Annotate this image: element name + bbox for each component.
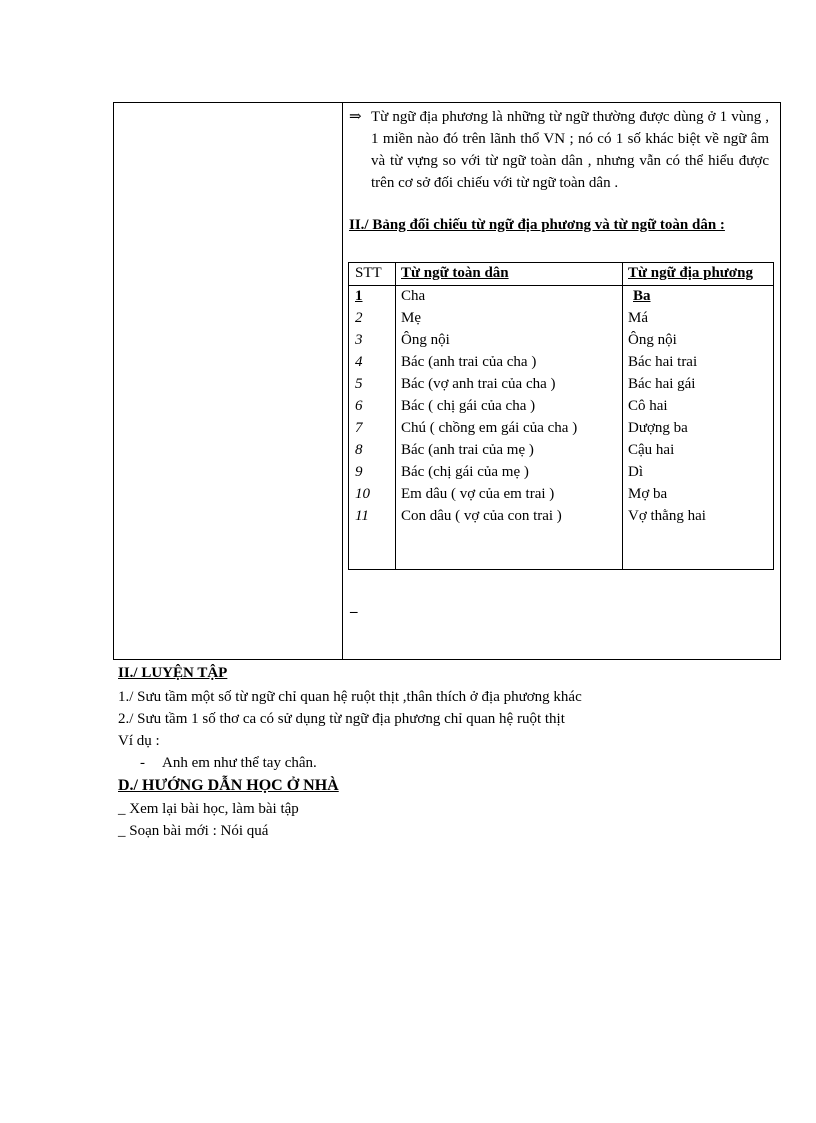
practice-item-1: 1./ Sưu tầm một số từ ngữ chỉ quan hệ ruột thịt ,thân thích ở địa phương khác (118, 689, 582, 705)
homework-item-1: _ Xem lại bài học, làm bài tập (118, 801, 299, 817)
table-row (349, 310, 773, 332)
example-text: Anh em như thể tay chân. (162, 755, 317, 771)
row-number: 2 (355, 310, 363, 326)
row-number: 7 (355, 420, 363, 436)
standard-word: Em dâu ( vợ của em trai ) (401, 486, 555, 502)
standard-word: Mẹ (401, 310, 421, 326)
dash-mark: – (350, 604, 358, 620)
local-word: Bác hai gái (628, 376, 696, 392)
section-2-title: II./ Bảng đối chiếu từ ngữ địa phương và từ ngữ toàn dân : (349, 217, 725, 233)
table-row (349, 464, 773, 486)
local-word: Bác hai trai (628, 354, 698, 370)
local-word: Mợ ba (628, 486, 668, 502)
implies-arrow-icon: ⇒ (349, 109, 362, 125)
local-word: Ông nội (628, 332, 677, 348)
table-row (349, 354, 773, 376)
table-row (349, 376, 773, 398)
example-label: Ví dụ : (118, 733, 160, 749)
column-divider (342, 102, 343, 660)
row-number: 11 (355, 508, 369, 524)
standard-word: Bác (chị gái của mẹ ) (401, 464, 529, 480)
row-number: 4 (355, 354, 363, 370)
definition-block (349, 106, 769, 194)
local-word: Ba (633, 288, 651, 304)
standard-word: Con dâu ( vợ của con trai ) (401, 508, 562, 524)
table-row (349, 486, 773, 508)
row-number: 3 (355, 332, 363, 348)
local-word: Cậu hai (628, 442, 675, 458)
table-row (349, 288, 773, 310)
local-word: Vợ thằng hai (628, 508, 706, 524)
local-word: Má (628, 310, 648, 326)
row-number: 8 (355, 442, 363, 458)
standard-word: Bác (anh trai của mẹ ) (401, 442, 534, 458)
homework-title: D./ HƯỚNG DẪN HỌC Ở NHÀ (118, 777, 339, 794)
practice-title: II./ LUYỆN TẬP (118, 665, 228, 681)
standard-word: Bác ( chị gái của cha ) (401, 398, 536, 414)
standard-word: Bác (vợ anh trai của cha ) (401, 376, 556, 392)
table-row (349, 332, 773, 354)
standard-word: Bác (anh trai của cha ) (401, 354, 537, 370)
row-number: 9 (355, 464, 363, 480)
header-stt: STT (355, 265, 382, 281)
row-number: 10 (355, 486, 370, 502)
table-row (349, 442, 773, 464)
standard-word: Ông nội (401, 332, 450, 348)
row-number: 5 (355, 376, 363, 392)
row-number: 6 (355, 398, 363, 414)
homework-item-2: _ Soạn bài mới : Nói quá (118, 823, 269, 839)
table-row (349, 398, 773, 420)
local-word: Dượng ba (628, 420, 688, 436)
row-number: 1 (355, 288, 363, 304)
header-standard: Từ ngữ toàn dân (401, 265, 509, 281)
example-bullet: - (140, 755, 145, 771)
table-row (349, 508, 773, 530)
comparison-table (348, 262, 774, 570)
table-header-line (349, 285, 773, 286)
local-word: Cô hai (628, 398, 668, 414)
standard-word: Cha (401, 288, 426, 304)
practice-item-2: 2./ Sưu tầm 1 số thơ ca có sử dụng từ ngữ địa phương chỉ quan hệ ruột thịt (118, 711, 565, 727)
standard-word: Chú ( chồng em gái của cha ) (401, 420, 578, 436)
definition-text: Từ ngữ địa phương là những từ ngữ thường được dùng ở 1 vùng , 1 miền nào đó trên lãnh thổ VN ; nó có 1 số khác biệt về ngữ âm và từ vựng so với từ ngữ toàn dân , nhưng vẫn có thể hiểu được trên cơ sở đối chiếu với từ ngữ toàn dân . (371, 109, 769, 191)
table-row (349, 420, 773, 442)
local-word: Dì (628, 464, 643, 480)
header-local: Từ ngữ địa phương (628, 265, 753, 281)
